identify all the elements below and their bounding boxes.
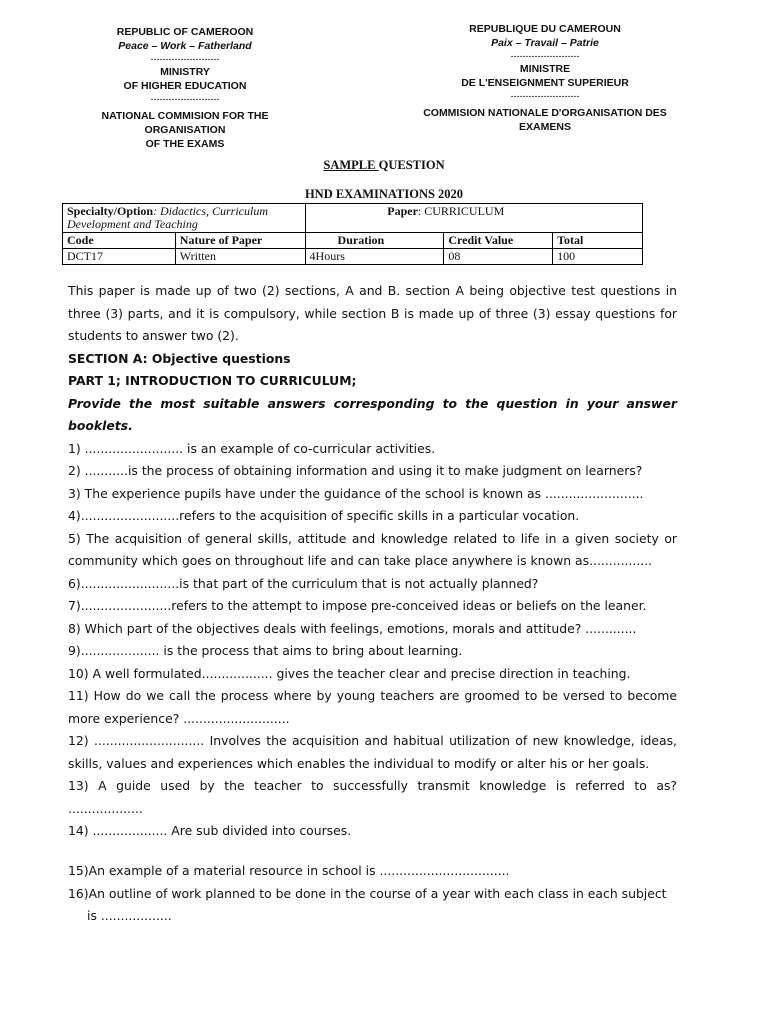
exam-title: HND EXAMINATIONS 2020 — [304, 187, 464, 201]
question-11: 11) How do we call the process where by young teachers are groomed to be versed to become more experience? ........................... — [68, 688, 677, 726]
question-16 — [68, 883, 677, 928]
header-left — [60, 25, 310, 151]
cell-nature: Written — [175, 249, 305, 265]
section-a-heading: SECTION A: Objective questions — [68, 350, 291, 366]
separator: ----------------------- — [510, 91, 580, 101]
ministere-line-1: MINISTRE — [519, 63, 571, 75]
cell-total: 100 — [553, 249, 643, 265]
specialty-value: : Didactics, Curriculum Development and Teaching — [67, 204, 269, 231]
question-14: 14) ................... Are sub divided into courses. — [68, 823, 352, 838]
separator: ----------------------- — [150, 94, 220, 104]
ministry-line-1: MINISTRY — [160, 66, 210, 78]
question-5: 5) The acquisition of general skills, attitude and knowledge related to life in a given society or community which goes on throughout life and can take place anywhere is known as................ — [68, 530, 677, 568]
table-header-row — [63, 233, 643, 249]
sample-question-title — [0, 158, 768, 173]
separator: ----------------------- — [150, 54, 220, 64]
country-name-fr: REPUBLIQUE DU CAMEROUN — [469, 23, 621, 35]
question-7: 7).......................refers to the attempt to impose pre-conceived ideas or beliefs on the leaner. — [68, 598, 647, 613]
question-4: 4).........................refers to the acquisition of specific skills in a particular vocation. — [68, 508, 580, 523]
exam-info-table — [62, 203, 643, 265]
commission-line-2: OF THE EXAMS — [145, 138, 225, 150]
intro-paragraph: This paper is made up of two (2) sections, A and B. section A being objective test questions in three (3) parts, and it is compulsory, while section B is made up of three (3) essay questions for students to answer two (2). — [68, 283, 677, 343]
question-8: 8) Which part of the objectives deals with feelings, emotions, morals and attitude? ............. — [68, 620, 637, 636]
question-2: 2) ...........is the process of obtaining information and using it to make judgment on learners? — [68, 463, 643, 478]
question-text: An outline of work planned to be done in the course of a year with each class in each subject is .................. — [87, 885, 667, 923]
cell-duration: 4Hours — [305, 249, 444, 265]
commission-fr-line-2: EXAMENS — [519, 121, 571, 133]
question-10: 10) A well formulated.................. gives the teacher clear and precise direction in teaching. — [68, 665, 631, 681]
numbered-questions — [68, 860, 677, 928]
commission-line-1: NATIONAL COMMISION FOR THE ORGANISATION — [101, 110, 269, 136]
paper-cell — [305, 204, 642, 233]
question-15 — [68, 860, 677, 883]
ministry-line-2: OF HIGHER EDUCATION — [123, 80, 247, 92]
question-number: 16) — [68, 885, 89, 901]
question-1: 1) ......................... is an example of co-curricular activities. — [68, 440, 436, 456]
instruction: Provide the most suitable answers corresponding to the question in your answer booklets. — [68, 395, 677, 433]
cell-credit: 08 — [444, 249, 553, 265]
question-9: 9).................... is the process that aims to bring about learning. — [68, 643, 463, 658]
part-1-heading: PART 1; INTRODUCTION TO CURRICULUM; — [68, 373, 357, 388]
motto-fr: Paix – Travail – Patrie — [491, 37, 599, 49]
table-row — [63, 249, 643, 265]
specialty-cell — [63, 204, 306, 233]
exam-body — [68, 280, 677, 843]
paper-value: : CURRICULUM — [417, 204, 505, 218]
question-3: 3) The experience pupils have under the guidance of the school is known as ......................... — [68, 485, 644, 501]
motto-en: Peace – Work – Fatherland — [118, 40, 252, 52]
separator: ----------------------- — [510, 51, 580, 61]
header-nature: Nature of Paper — [175, 233, 305, 249]
ministere-line-2: DE L'ENSEIGNMENT SUPERIEUR — [461, 77, 629, 89]
header-code: Code — [63, 233, 176, 249]
commission-fr-line-1: COMMISION NATIONALE D'ORGANISATION DES — [423, 107, 667, 119]
question-12: 12) ............................ Involves the acquisition and habitual utilization of new knowledge, ideas, skills, values and experiences which enables the individual to modify or alter his or her goals. — [68, 733, 677, 771]
question-number: 15) — [68, 863, 89, 878]
paper-label: Paper — [387, 204, 418, 218]
header-credit: Credit Value — [444, 233, 553, 249]
question-text: An example of a material resource in school is ................................. — [88, 863, 510, 878]
cell-code: DCT17 — [63, 249, 176, 265]
table-row — [63, 204, 643, 233]
header-right — [405, 22, 685, 134]
sample-word: SAMPLE — [323, 158, 379, 172]
question-13: 13) A guide used by the teacher to successfully transmit knowledge is referred to as? ................... — [68, 778, 677, 816]
header-total: Total — [553, 233, 643, 249]
question-word: QUESTION — [378, 158, 445, 172]
country-name-en: REPUBLIC OF CAMEROON — [116, 26, 254, 38]
specialty-label: Specialty/Option — [67, 204, 154, 218]
header-duration: Duration — [305, 233, 444, 249]
question-6: 6).........................is that part of the curriculum that is not actually planned? — [68, 575, 539, 591]
